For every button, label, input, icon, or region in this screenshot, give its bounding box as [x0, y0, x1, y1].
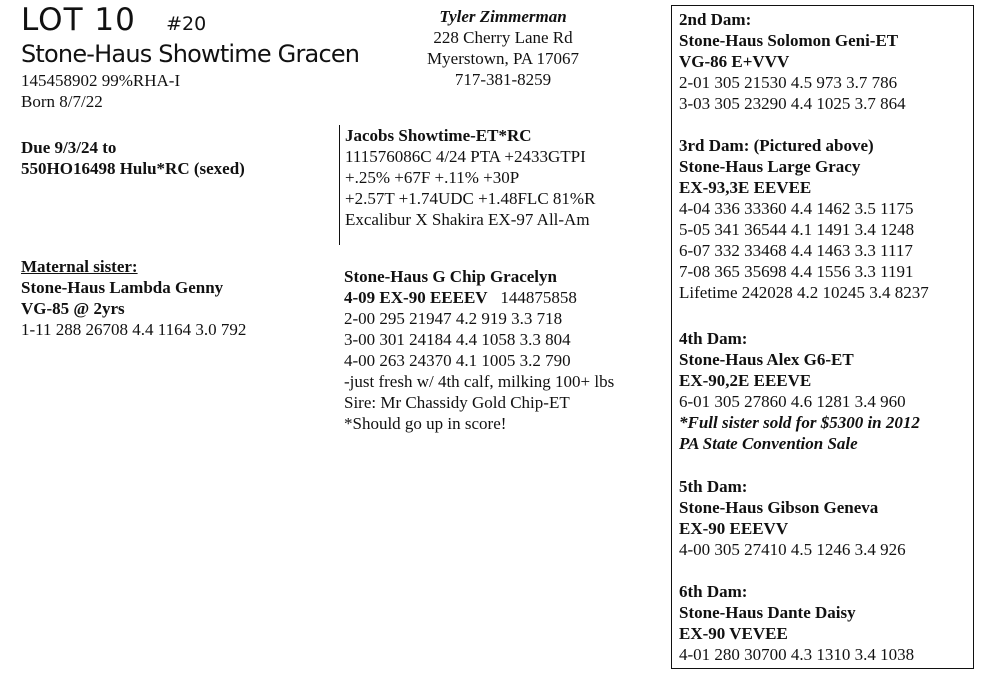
sixth-dam-section [679, 581, 914, 665]
second-dam-heading: 2nd Dam: [679, 10, 752, 29]
sire-name: Jacobs Showtime-ET*RC [345, 126, 532, 145]
fourth-dam-score: EX-90,2E EEEVE [679, 371, 812, 390]
consignor-name: Tyler Zimmerman [439, 7, 567, 26]
third-dam-score: EX-93,3E EEVEE [679, 178, 812, 197]
lot-number: #20 [166, 13, 207, 35]
second-dam-record: 2-01 305 21530 4.5 973 3.7 786 [679, 73, 898, 92]
dam-block [344, 266, 614, 434]
third-dam-record: 5-05 341 36544 4.1 1491 3.4 1248 [679, 220, 915, 239]
maternal-sister-heading: Maternal sister: [21, 257, 138, 276]
second-dam-record: 3-03 305 23290 4.4 1025 3.7 864 [679, 94, 906, 113]
sixth-dam-name: Stone-Haus Dante Daisy [679, 603, 856, 622]
consignor-phone: 717-381-8259 [454, 70, 552, 89]
birth-date: Born 8/7/22 [21, 92, 103, 111]
fourth-dam-heading: 4th Dam: [679, 329, 748, 348]
sixth-dam-record: 4-01 280 30700 4.3 1310 3.4 1038 [679, 645, 915, 664]
fourth-dam-section [679, 328, 920, 454]
animal-name: Stone-Haus Showtime Gracen [21, 40, 360, 68]
sire-line: Excalibur X Shakira EX-97 All-Am [345, 210, 590, 229]
third-dam-record: 4-04 336 33360 4.4 1462 3.5 1175 [679, 199, 914, 218]
fourth-dam-record: 6-01 305 27860 4.6 1281 3.4 960 [679, 392, 906, 411]
fourth-dam-name: Stone-Haus Alex G6-ET [679, 350, 854, 369]
fifth-dam-score: EX-90 EEEVV [679, 519, 789, 538]
consignor-address-street: 228 Cherry Lane Rd [433, 28, 573, 47]
dam-sire: Sire: Mr Chassidy Gold Chip-ET [344, 393, 570, 412]
third-dam-heading: 3rd Dam: (Pictured above) [679, 136, 874, 155]
animal-info [21, 70, 180, 112]
sixth-dam-heading: 6th Dam: [679, 582, 748, 601]
maternal-sister-name: Stone-Haus Lambda Genny [21, 278, 224, 297]
due-date-block [21, 137, 245, 179]
fourth-dam-note: PA State Convention Sale [679, 434, 858, 453]
sire-block [339, 125, 595, 245]
sixth-dam-score: EX-90 VEVEE [679, 624, 788, 643]
dam-score-line [344, 287, 614, 308]
lot-title: LOT 10 [21, 2, 136, 38]
consignor-address-city: Myerstown, PA 17067 [427, 49, 579, 68]
fifth-dam-name: Stone-Haus Gibson Geneva [679, 498, 879, 517]
second-dam-name: Stone-Haus Solomon Geni-ET [679, 31, 899, 50]
dam-note: *Should go up in score! [344, 414, 507, 433]
service-sire: 550HO16498 Hulu*RC (sexed) [21, 159, 245, 178]
second-dam-section [679, 9, 906, 114]
lot-header [21, 2, 206, 38]
fifth-dam-record: 4-00 305 27410 4.5 1246 3.4 926 [679, 540, 906, 559]
dam-record: 3-00 301 24184 4.4 1058 3.3 804 [344, 330, 571, 349]
third-dam-lifetime: Lifetime 242028 4.2 10245 3.4 8237 [679, 283, 929, 302]
second-dam-score: VG-86 E+VVV [679, 52, 790, 71]
dam-record: 4-00 263 24370 4.1 1005 3.2 790 [344, 351, 571, 370]
dam-registration: 144875858 [500, 288, 577, 307]
maternal-sister-score: VG-85 @ 2yrs [21, 299, 125, 318]
sire-line: 111576086C 4/24 PTA +2433GTPI [345, 147, 586, 166]
dam-score: 4-09 EX-90 EEEEV [344, 288, 488, 307]
sire-line: +2.57T +1.74UDC +1.48FLC 81%R [345, 189, 596, 208]
maternal-sister-block [21, 256, 246, 340]
fourth-dam-note: *Full sister sold for $5300 in 2012 [679, 413, 920, 432]
dam-note: -just fresh w/ 4th calf, milking 100+ lbs [344, 372, 615, 391]
sire-line: +.25% +67F +.11% +30P [345, 168, 520, 187]
dam-name: Stone-Haus G Chip Gracelyn [344, 267, 557, 286]
dam-record: 2-00 295 21947 4.2 919 3.3 718 [344, 309, 563, 328]
third-dam-record: 6-07 332 33468 4.4 1463 3.3 1117 [679, 241, 913, 260]
due-date: Due 9/3/24 to [21, 138, 117, 157]
registration-line: 145458902 99%RHA-I [21, 71, 181, 90]
third-dam-section [679, 135, 929, 303]
fifth-dam-section [679, 476, 906, 560]
consignor-block [398, 6, 608, 90]
pedigree-box [671, 5, 974, 669]
fifth-dam-heading: 5th Dam: [679, 477, 748, 496]
maternal-sister-record: 1-11 288 26708 4.4 1164 3.0 792 [21, 320, 247, 339]
third-dam-record: 7-08 365 35698 4.4 1556 3.3 1191 [679, 262, 914, 281]
third-dam-name: Stone-Haus Large Gracy [679, 157, 861, 176]
